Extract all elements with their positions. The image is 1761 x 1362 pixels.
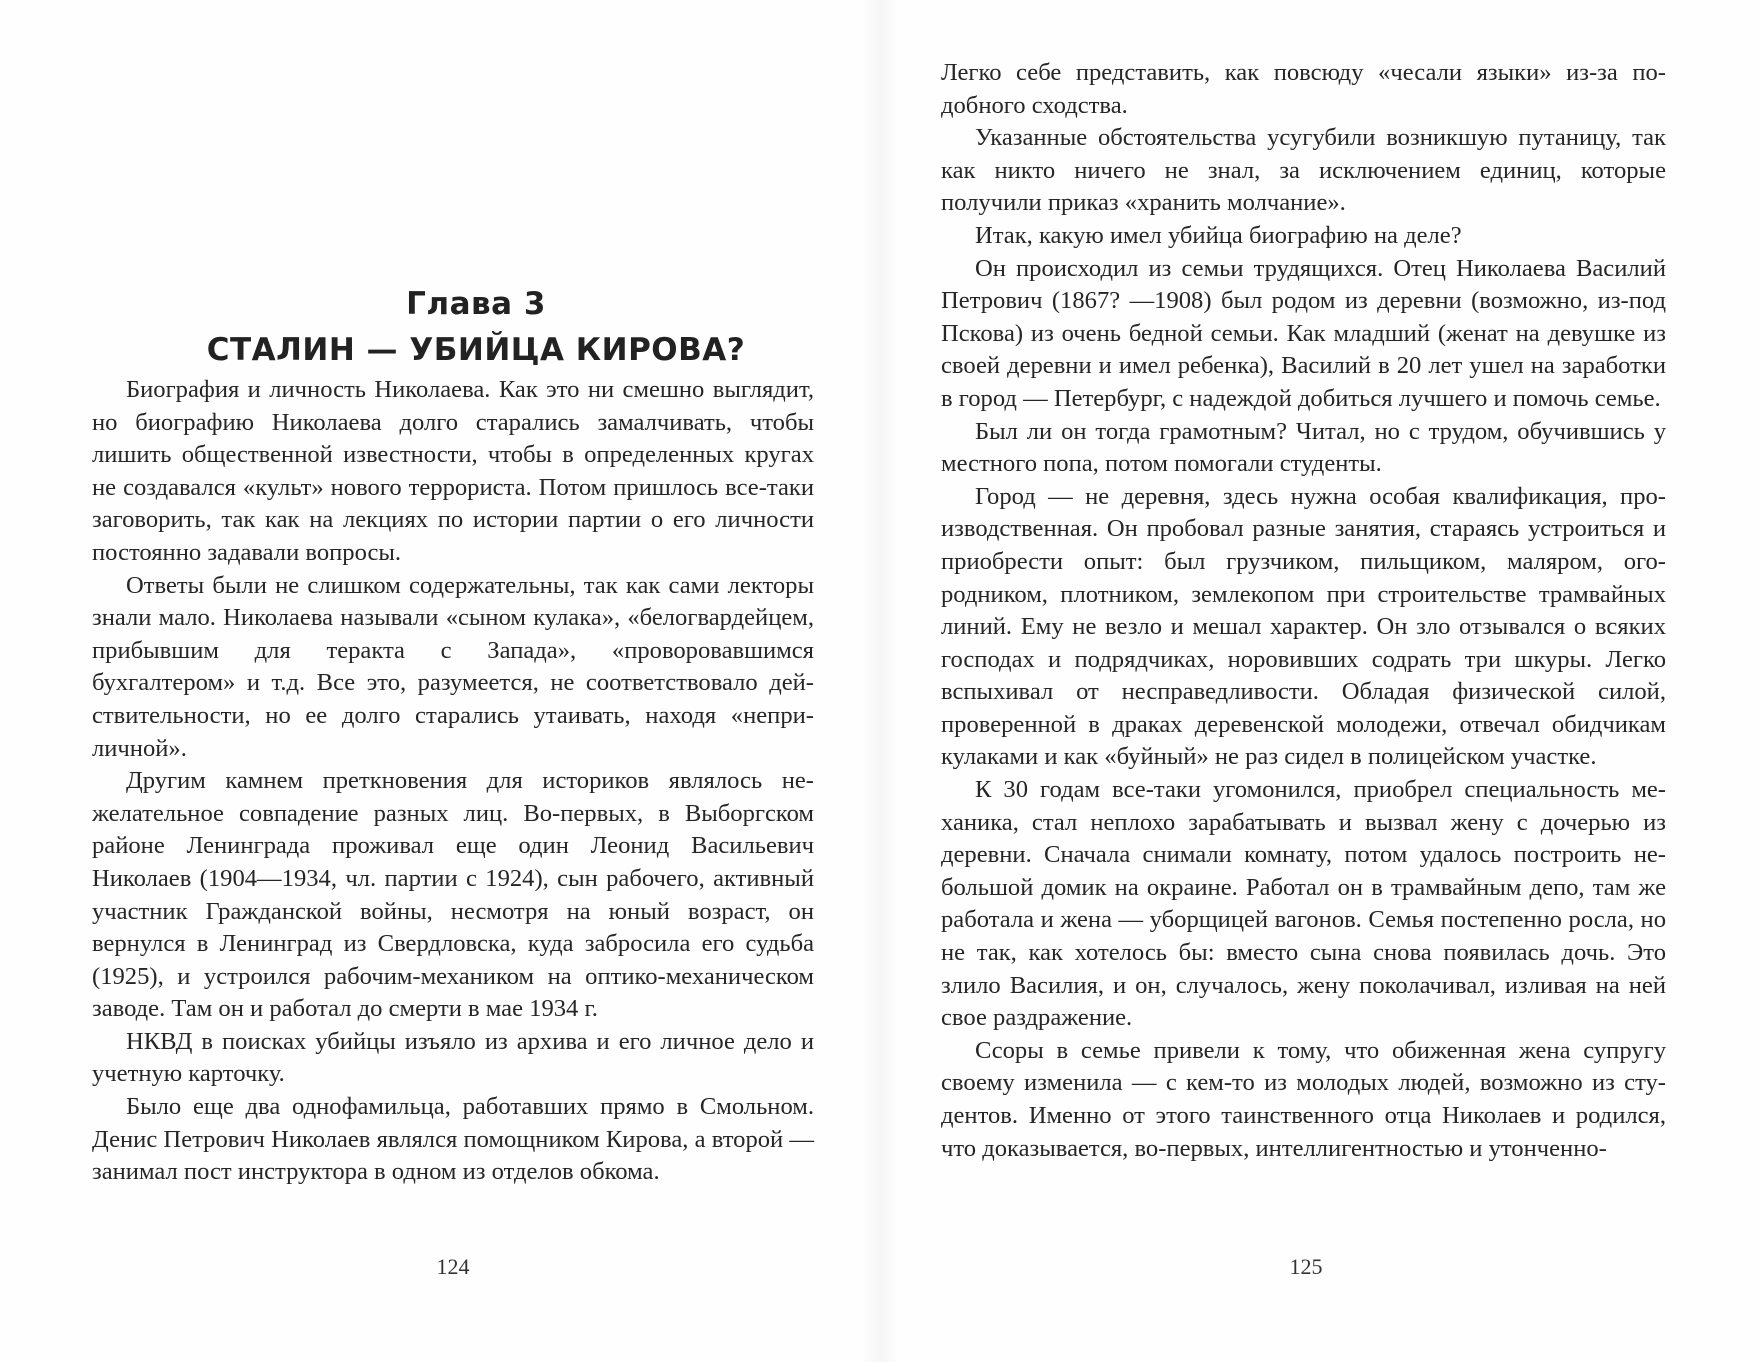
chapter-title: СТАЛИН — УБИЙЦА КИРОВА? (206, 332, 746, 368)
paragraph: К 30 годам все-таки угомонился, приобрел специальность механика, стал неплохо зарабатывать и вызвал жену с дочерью из деревни. Сначала снимали комнату, потом удалось построить небольшой домик на окраине. Работал он в трамвайным депо, там же работала и жена — уборщицей вагонов. Семья постепенно росла, но не так, как хотелось бы: вместо сына снова появилась дочь. Это злило Василия, и он, случалось, жену поколачивал, изливая на ней свое раздражение. (941, 776, 1666, 1032)
page-number-right: 125 (1289, 1254, 1323, 1279)
page-number-left: 124 (436, 1254, 470, 1279)
paragraph: НКВД в поисках убийцы изъяло из архива и его личное дело и учетную карточку. (92, 1027, 814, 1088)
left-page-body (92, 374, 814, 1189)
paragraph: Биография и личность Николаева. Как это ни смешно выглядит, но биографию Николаева долго старались замалчивать, чтобы лишить общественной известности, чтобы в определенных кругах не создавался «культ» нового террориста. Потом пришлось все-таки заговорить, так как на лекциях по истории партии о его личности постоянно задавали вопросы. (92, 376, 814, 566)
right-page (880, 0, 1761, 1362)
paragraph: Он происходил из семьи трудящихся. Отец Николаева Василий Петрович (1867? —1908) был родом из деревни (возможно, из-под Пскова) из очень бедной семьи. Как младший (женат на девушке из своей деревни и имел ребенка), Василий в 20 лет ушел на заработки в город — Петербург, с надеждой добиться лучшего и помочь семье. (941, 254, 1666, 412)
paragraph-continued: Легко себе представить, как повсюду «чесали языки» из-за подобного сходства. (941, 59, 1666, 119)
paragraph: Другим камнем преткновения для историков являлось нежелательное совпадение разных лиц. Во-первых, в Выборгском районе Ленинграда проживал еще один Леонид Васильевич Николаев (1904—1934, чл. партии с 1924), сын рабочего, активный участник Гражданской войны, несмотря на юный возраст, он вернулся в Ленинград из Свердловска, куда забросила его судьба (1925), и устроился рабочим-механиком на оптико-механическом заводе. Там он и работал до смерти в мае 1934 г. (92, 767, 814, 1023)
paragraph: Ссоры в семье привели к тому, что обиженная жена супругу своему изменила — с кем-то из молодых людей, возможно из студентов. Именно от этого таинственного отца Николаев и родился, что доказывается, во-первых, интеллигентностью и утонченно- (941, 1036, 1666, 1162)
paragraph: Был ли он тогда грамотным? Читал, но с трудом, обучившись у местного попа, потом помогали студенты. (941, 417, 1666, 478)
chapter-heading (137, 281, 815, 373)
left-page (0, 0, 880, 1362)
right-page-body (941, 57, 1666, 1165)
paragraph: Ответы были не слишком содержательны, так как сами лекторы знали мало. Николаева называли «сыном кулака», «белогвардейцем, прибывшим для теракта с Запада», «проворовавшимся бухгалтером» и т.д. Все это, разумеется, не соответствовало действительности, но ее долго старались утаивать, находя «неприличной». (92, 571, 814, 762)
chapter-label: Глава 3 (406, 286, 546, 322)
paragraph: Указанные обстоятельства усугубили возникшую путаницу, так как никто ничего не знал, за исключением единиц, которые получили приказ «хранить молчание». (941, 124, 1666, 217)
paragraph: Город — не деревня, здесь нужна особая квалификация, производственная. Он пробовал разные занятия, стараясь устроиться и приобрести опыт: был грузчиком, пильщиком, маляром, огородником, плотником, землекопом при строительстве трамвайных линий. Ему не везло и мешал характер. Он зло отзывался о всяких господах и подрядчиках, норовивших содрать три шкуры. Легко вспыхивал от несправедливости. Обладая физической силой, проверенной в драках деревенской молодежи, отвечал обидчикам кулаками и как «буйный» не раз сидел в полицейском участке. (941, 482, 1666, 771)
paragraph: Было еще два однофамильца, работавших прямо в Смольном. Денис Петрович Николаев являлся помощником Кирова, а второй — занимал пост инструктора в одном из отделов обкома. (92, 1093, 814, 1186)
paragraph: Итак, какую имел убийца биографию на деле? (975, 221, 1462, 249)
